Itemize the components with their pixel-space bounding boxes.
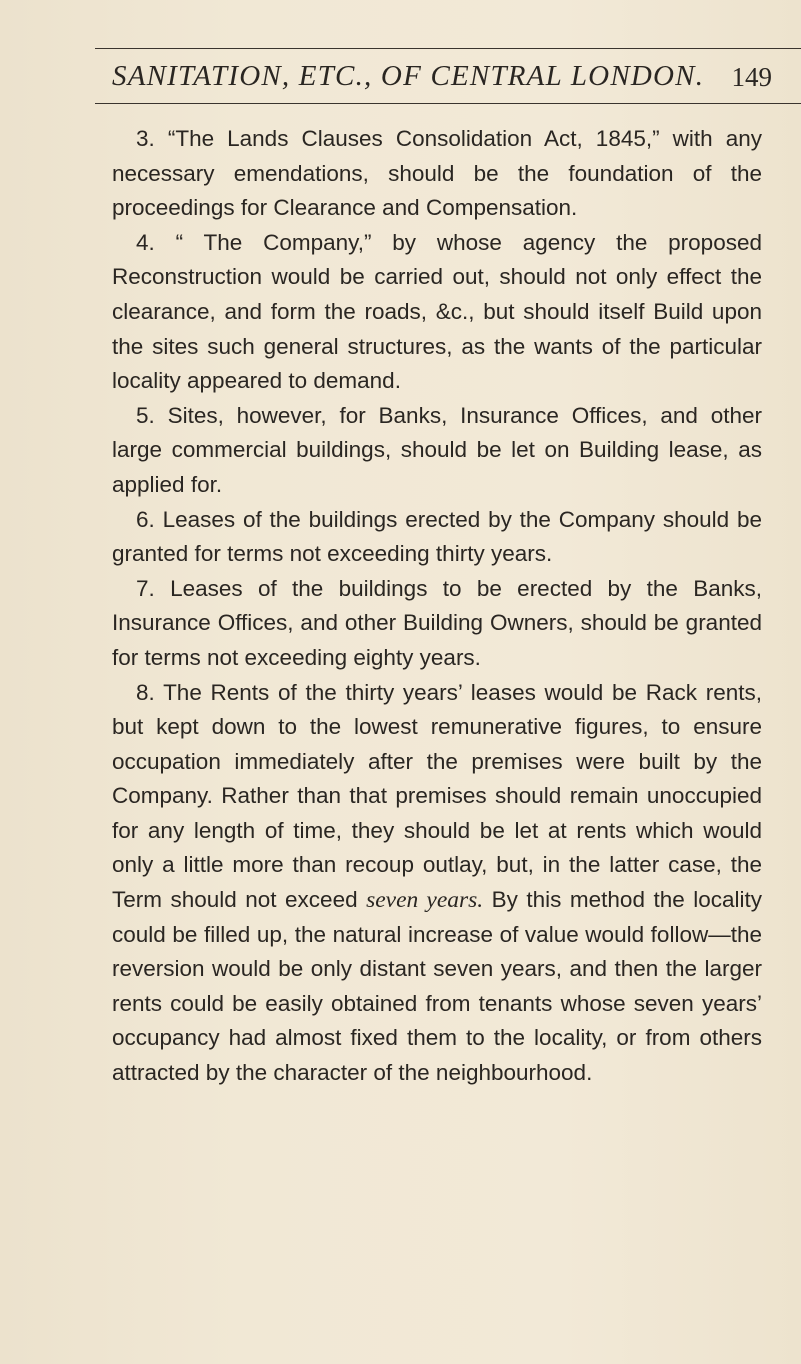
- paragraph-3: [112, 122, 762, 226]
- page-number: 149: [731, 62, 772, 92]
- paragraph-number: 3.: [136, 126, 155, 151]
- paragraph-text: “The Lands Clauses Consolidation Act, 1845,” with any necessary emendations, should be the foundation of the proceedings for Clearance and Compensation.: [112, 126, 762, 221]
- header-rule-bottom: [95, 103, 801, 104]
- header-rule-top: [95, 48, 801, 49]
- paragraph-number: 5.: [136, 402, 155, 428]
- paragraph-5: [112, 399, 762, 503]
- paragraph-6: [112, 503, 762, 572]
- running-header: [112, 60, 772, 96]
- paragraph-text: Sites, however, for Banks, Insurance Offices, and other large commercial buildings, should be let on Building lease, as applied for.: [112, 402, 762, 497]
- running-title: SANITATION, ETC., OF CENTRAL LONDON.: [112, 60, 705, 92]
- paragraph-number: 4.: [136, 229, 155, 255]
- paragraph-4: [112, 226, 762, 399]
- paragraph-7: [112, 572, 762, 676]
- italic-emphasis: seven years.: [366, 887, 484, 914]
- paragraph-text: “ The Company,” by whose agency the proposed Reconstruction would be carried out, should not only effect the clearance, and form the roads, &c., but should itself Build upon the sites such general structures, as the wants of the particular locality appeared to demand.: [112, 229, 762, 394]
- paragraph-number: 6.: [136, 506, 155, 532]
- paragraph-text: The Rents of the thirty years’ leases would be Rack rents, but kept down to the lowest remunerative figures, to ensure occupation immediately after the premises were built by the Company. Rather than that premises should remain unoccupied for any length of time, they should be let at rents which would only a little more than recoup outlay, but, in the latter case, the Term should not exceed: [112, 679, 762, 913]
- body-text: [112, 122, 762, 1091]
- paragraph-text: Leases of the buildings erected by the Company should be granted for terms not exceeding thirty years.: [112, 506, 762, 567]
- paragraph-text-continued: By this method the locality could be filled up, the natural increase of value would follow—the reversion would be only distant seven years, and then the larger rents could be easily obtained from tenants whose seven years’ occupancy had almost fixed them to the locality, or from others attracted by the character of the neighbourhood.: [112, 887, 762, 1086]
- paragraph-number: 7.: [136, 575, 155, 601]
- paragraph-text: Leases of the buildings to be erected by the Banks, Insurance Offices, and other Building Owners, should be granted for terms not exceeding eighty years.: [112, 575, 762, 670]
- paragraph-8: [112, 676, 762, 1091]
- paragraph-number: 8.: [136, 679, 155, 705]
